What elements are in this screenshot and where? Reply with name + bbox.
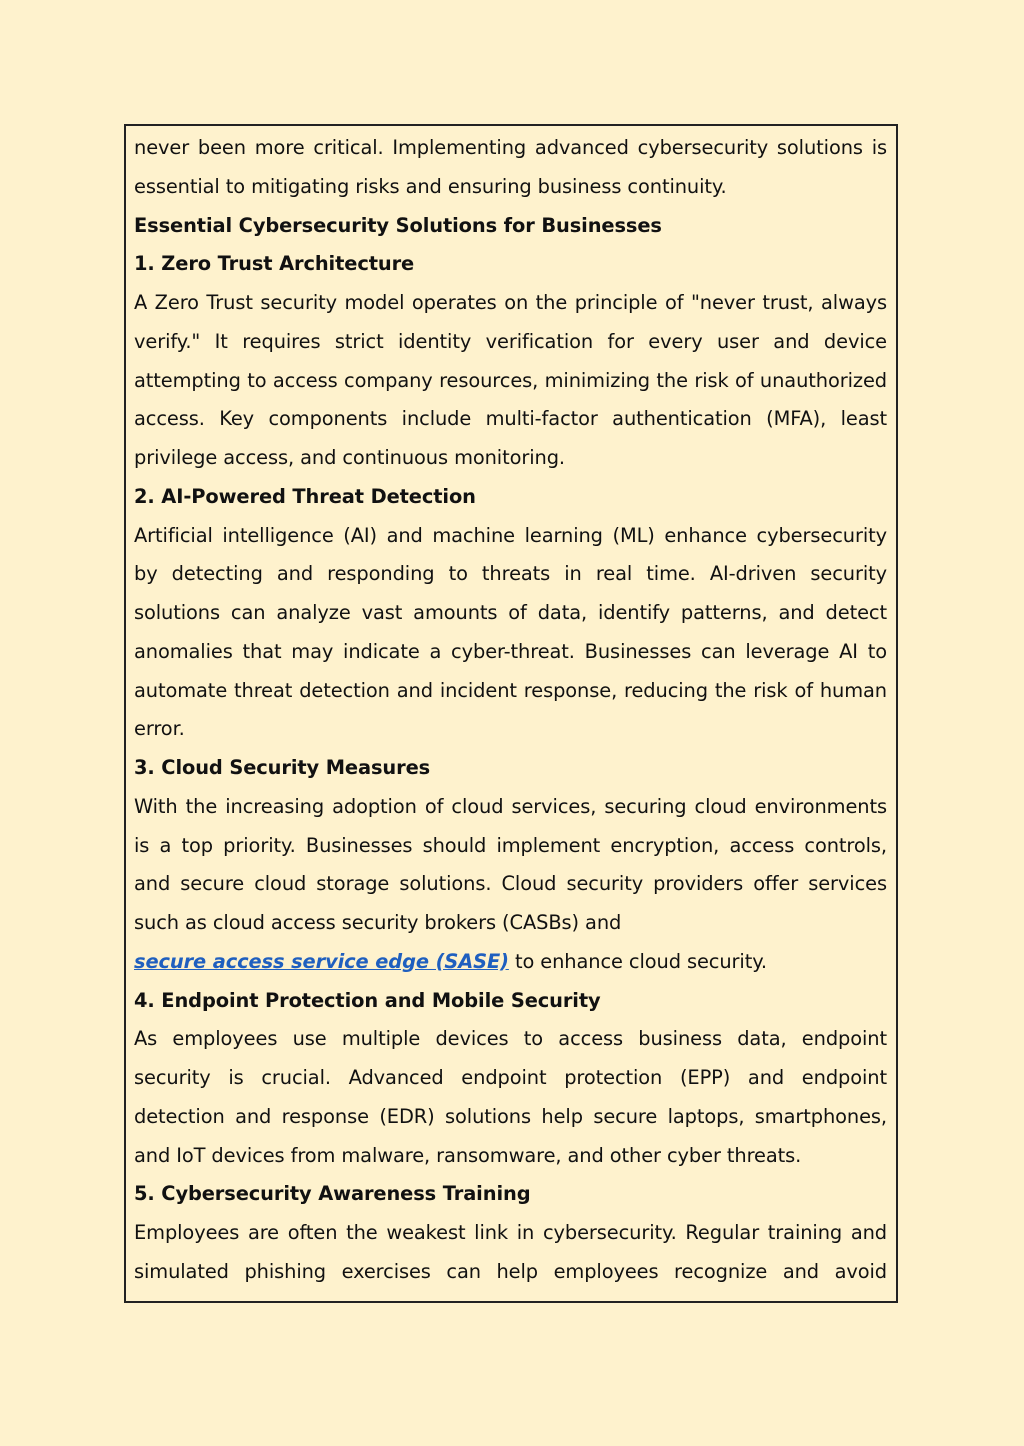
sase-link-trailing-text: to enhance cloud security. <box>508 949 767 973</box>
intro-paragraph: never been more critical. Implementing advanced cybersecurity solutions is essential to mitigating risks and ensuring business continuity. <box>134 136 887 198</box>
zero-trust-paragraph: A Zero Trust security model operates on the principle of "never trust, always verify." It requires strict identity verification for every user and device attempting to access company resources, minimizing the risk of unauthorized access. Key components include multi-factor authentication (MFA), least privilege access, and continuous monitoring. <box>134 291 887 469</box>
endpoint-protection-paragraph: As employees use multiple devices to access business data, endpoint security is crucial. Advanced endpoint protection (EPP) and endpoint detection and response (EDR) solutions help secure laptops, smartphones, and IoT devices from malware, ransomware, and other cyber threats. <box>134 1027 887 1167</box>
awareness-training-paragraph: Employees are often the weakest link in cybersecurity. Regular training and simulated phishing exercises can help employees recognize and avoid <box>134 1221 887 1283</box>
section-heading-cloud-security: 3. Cloud Security Measures <box>134 756 431 779</box>
section-heading-awareness-training: 5. Cybersecurity Awareness Training <box>134 1182 531 1206</box>
document-text-frame <box>124 124 898 1303</box>
cloud-security-text: With the increasing adoption of cloud services, securing cloud environments is a top priority. Businesses should implement encryption, access controls, and secure cloud storage solutions. Cloud security providers offer services such as cloud access security brokers (CASBs) and <box>134 794 887 934</box>
section-heading-ai-threat-detection: 2. AI-Powered Threat Detection <box>134 484 476 508</box>
section-heading-zero-trust: 1. Zero Trust Architecture <box>134 252 415 276</box>
ai-threat-detection-paragraph: Artificial intelligence (AI) and machine learning (ML) enhance cybersecurity by detecting and responding to threats in real time. AI-driven security solutions can analyze vast amounts of data, identify patterns, and detect anomalies that may indicate a cyber-threat. Businesses can leverage AI to automate threat detection and incident response, reducing the risk of human error. <box>134 523 887 741</box>
section-heading-endpoint-protection: 4. Endpoint Protection and Mobile Security <box>134 988 601 1012</box>
section-heading-essential-solutions: Essential Cybersecurity Solutions for Businesses <box>134 213 662 237</box>
cloud-security-paragraph <box>134 788 887 982</box>
sase-link[interactable]: secure access service edge (SASE) <box>134 949 509 973</box>
